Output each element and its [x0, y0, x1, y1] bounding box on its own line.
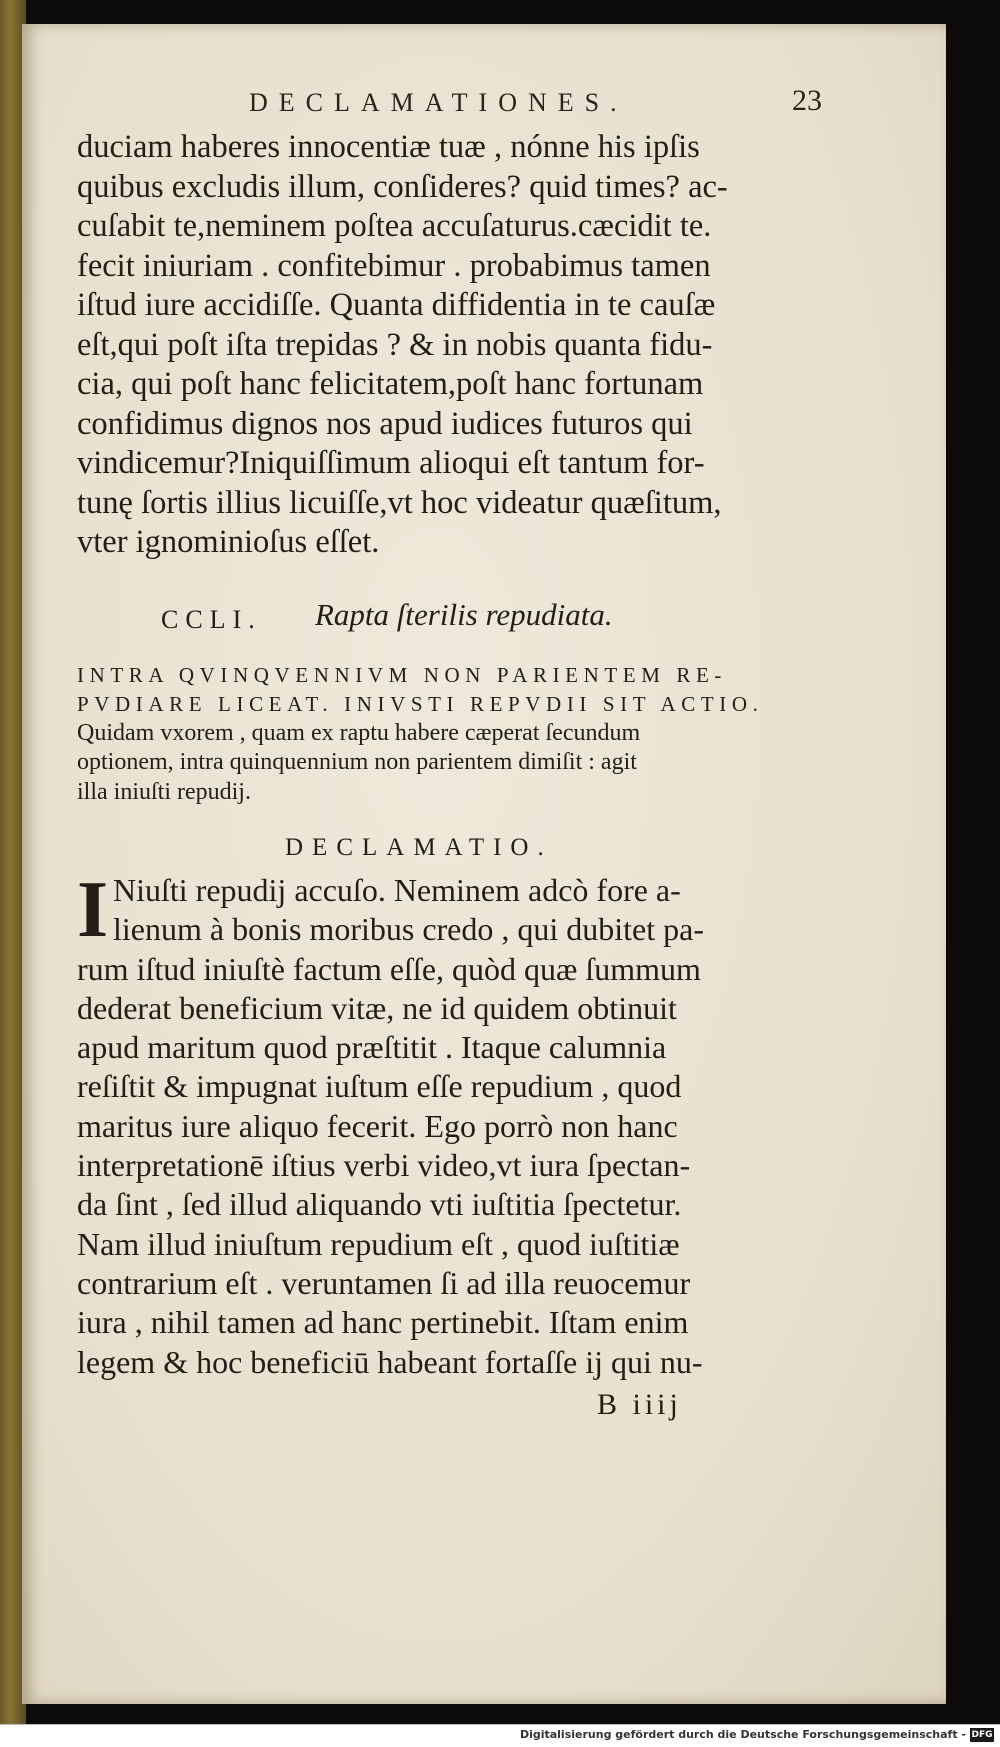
text-line: rum iſtud iniuſtè factum eſſe, quòd quæ ſummum	[77, 950, 701, 987]
text-line: da ſint , ſed illud aliquando vti iuſtitia ſpectetur.	[77, 1186, 682, 1223]
text-line: iſtud iure accidiſſe. Quanta diffidentia in te cauſæ	[77, 287, 716, 323]
argument-caps-line: PVDIARE LICEAT. INIVSTI REPVDII SIT ACTIO.	[77, 691, 764, 716]
drop-cap-initial: I	[77, 866, 109, 954]
text-line: confidimus dignos nos apud iudices futuros qui	[77, 405, 693, 442]
text-line: quibus excludis illum, conſideres? quid times? ac-	[77, 168, 728, 205]
text-line: iura , nihil tamen ad hanc pertinebit. Iſtam enim	[77, 1304, 689, 1341]
argument-line: optionem, intra quinquennium non parientem dimiſit : agit	[77, 749, 637, 775]
text-line: cia, qui poſt hanc felicitatem,poſt hanc fortunam	[77, 366, 704, 402]
signature-text: B iiij	[597, 1387, 682, 1421]
text-line: interpretationē iſtius verbi video,vt iura ſpectan-	[77, 1147, 691, 1184]
text-line: apud maritum quod præſtitit . Itaque calumnia	[77, 1029, 667, 1066]
section-heading	[77, 597, 822, 651]
running-title: DECLAMATIONES.	[249, 88, 628, 117]
book-page	[22, 24, 946, 1704]
text-line: Nam illud iniuſtum repudium eſt , quod iuſtitiæ	[77, 1225, 680, 1262]
argument-line: Quidam vxorem , quam ex raptu habere cæperat ſecundum	[77, 719, 641, 746]
text-line: vindicemur?Iniquiſſimum alioqui eſt tantum for-	[77, 445, 705, 481]
funding-credit: Digitalisierung gefördert durch die Deutsche Forschungsgemeinschaft -	[519, 1728, 966, 1741]
text-line: fecit iniuriam . confitebimur . probabimus tamen	[77, 247, 711, 284]
text-line: cuſabit te,neminem poſtea accuſaturus.cæcidit te.	[77, 208, 712, 244]
section-number: CCLI.	[161, 604, 262, 634]
text-line: legem & hoc beneficiū habeant fortaſſe ij qui nu-	[77, 1343, 703, 1380]
paragraph-2	[77, 866, 822, 1382]
signature-mark	[77, 1388, 822, 1428]
text-line: contrarium eſt . veruntamen ſi ad illa reuocemur	[77, 1264, 691, 1301]
declamatio-heading: DECLAMATIO.	[285, 834, 553, 861]
text-line: dederat beneficium vitæ, ne id quidem obtinuit	[77, 989, 677, 1026]
footer-bar	[0, 1724, 1000, 1747]
dfg-logo-icon: DFG	[971, 1730, 993, 1740]
argument-caps-line: INTRA QVINQVENNIVM NON PARIENTEM RE-	[77, 662, 727, 687]
text-line: maritus iure aliquo fecerit. Ego porrò non hanc	[77, 1107, 678, 1144]
text-line: eſt,qui poſt iſta trepidas ? & in nobis quanta fidu-	[77, 326, 713, 363]
paragraph-1	[77, 128, 822, 563]
running-head	[77, 84, 822, 128]
section-title: Rapta ſterilis repudiata.	[315, 596, 613, 632]
text-line: duciam haberes innocentiæ tuæ , nónne his ipſis	[77, 129, 700, 165]
page-number: 23	[792, 84, 822, 117]
text-line: vter ignominioſus eſſet.	[77, 524, 380, 560]
text-line: lienum à bonis moribus credo , qui dubitet pa-	[113, 911, 704, 948]
argument-block	[77, 661, 822, 808]
text-line: reſiſtit & impugnat iuſtum eſſe repudium , quod	[77, 1068, 682, 1105]
text-line: Niuſti repudij accuſo. Neminem adcò fore a-	[113, 872, 681, 908]
argument-line: illa iniuſti repudij.	[77, 778, 251, 805]
text-line: tunę ſortis illius licuiſſe,vt hoc videatur quæſitum,	[77, 484, 722, 521]
text-block	[77, 84, 822, 1428]
